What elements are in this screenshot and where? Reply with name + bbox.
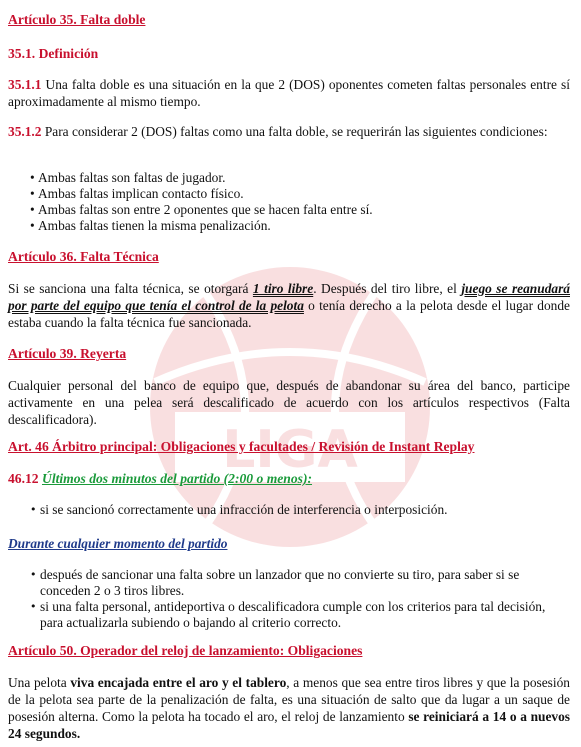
bold-phrase: se reiniciará a 14 o a nuevos 24 segundos. <box>8 709 571 741</box>
bold-phrase: viva encajada entre el aro y el tablero <box>70 675 287 690</box>
art50-paragraph: Una pelota viva encajada entre el aro y el tablero, a menos que sea entre tiros libres y que la posesión de la pelota sea parte de la penalización de falta, es una situación de salto que da lugar a un saque de posesión alterna. Como la pelota ha tocado el aro, el reloj de lanzamiento se reiniciará a 14 o a nuevos 24 segundos. <box>8 675 571 741</box>
art35-paragraph-1 <box>8 76 570 110</box>
list-item: • Ambas faltas tienen la misma penalización. <box>8 218 568 234</box>
list-item: • Ambas faltas implican contacto físico. <box>8 186 568 202</box>
art39-paragraph: Cualquier personal del banco de equipo que, después de abandonar su área del banco, participe activamente en una pelea será descalificado de acuerdo con los artículos respectivos (Falta descalificadora). <box>8 378 570 427</box>
list-item: • Ambas faltas son faltas de jugador. <box>8 170 568 186</box>
list-item: • Ambas faltas son entre 2 oponentes que se hacen falta entre sí. <box>8 202 568 218</box>
clause-number: 46.12 <box>8 471 39 486</box>
art35-subheading: 35.1. Definición <box>8 46 99 61</box>
during-game-label: Durante cualquier momento del partido <box>8 536 228 551</box>
list-item: • después de sancionar una falta sobre un lanzador que no convierte su tiro, para saber si se conceden 2 o 3 tiros libres. <box>8 567 568 599</box>
watermark-text: LIGA <box>222 420 358 480</box>
free-throw-emphasis: 1 tiro libre <box>252 281 314 296</box>
art35-paragraph-2 <box>8 123 570 140</box>
art39-heading: Artículo 39. Reyerta <box>8 346 127 361</box>
clause-text: Una falta doble es una situación en la que 2 (DOS) oponentes cometen faltas personales entre sí aproximadamente al mismo tiempo. <box>8 77 570 109</box>
art36-heading: Artículo 36. Falta Técnica <box>8 249 159 264</box>
art35-heading: Artículo 35. Falta doble <box>8 12 146 27</box>
art36-paragraph: Si se sanciona una falta técnica, se otorgará 1 tiro libre. Después del tiro libre, el juego se reanudará por parte del equipo que tenía el control de la pelota o tenía derecho a la pelota desde el lugar donde estaba cuando la falta técnica fue sancionada. <box>8 281 570 330</box>
last-two-minutes-label: Últimos dos minutos del partido (2:00 o menos): <box>42 471 313 486</box>
list-item: • si una falta personal, antideportiva o descalificadora cumple con los criterios para tal decisión, para actualizarla subiendo o bajando al criterio correcto. <box>8 599 568 631</box>
art46-list-2 <box>8 567 568 631</box>
art46-list-1 <box>8 502 568 518</box>
art35-conditions-list <box>8 170 568 234</box>
clause-number: 35.1.2 <box>8 124 42 139</box>
resume-play-emphasis: juego se reanudará por parte del equipo que tenía el control de la pelota <box>8 281 570 313</box>
art46-heading: Art. 46 Árbitro principal: Obligaciones y facultades / Revisión de Instant Replay <box>8 439 475 454</box>
art50-heading: Artículo 50. Operador del reloj de lanzamiento: Obligaciones <box>8 643 363 658</box>
art46-subheading <box>8 470 570 487</box>
clause-text: Para considerar 2 (DOS) faltas como una falta doble, se requerirán las siguientes condiciones: <box>41 124 548 139</box>
list-item: • si se sancionó correctamente una infracción de interferencia o interposición. <box>8 502 568 518</box>
clause-number: 35.1.1 <box>8 77 42 92</box>
